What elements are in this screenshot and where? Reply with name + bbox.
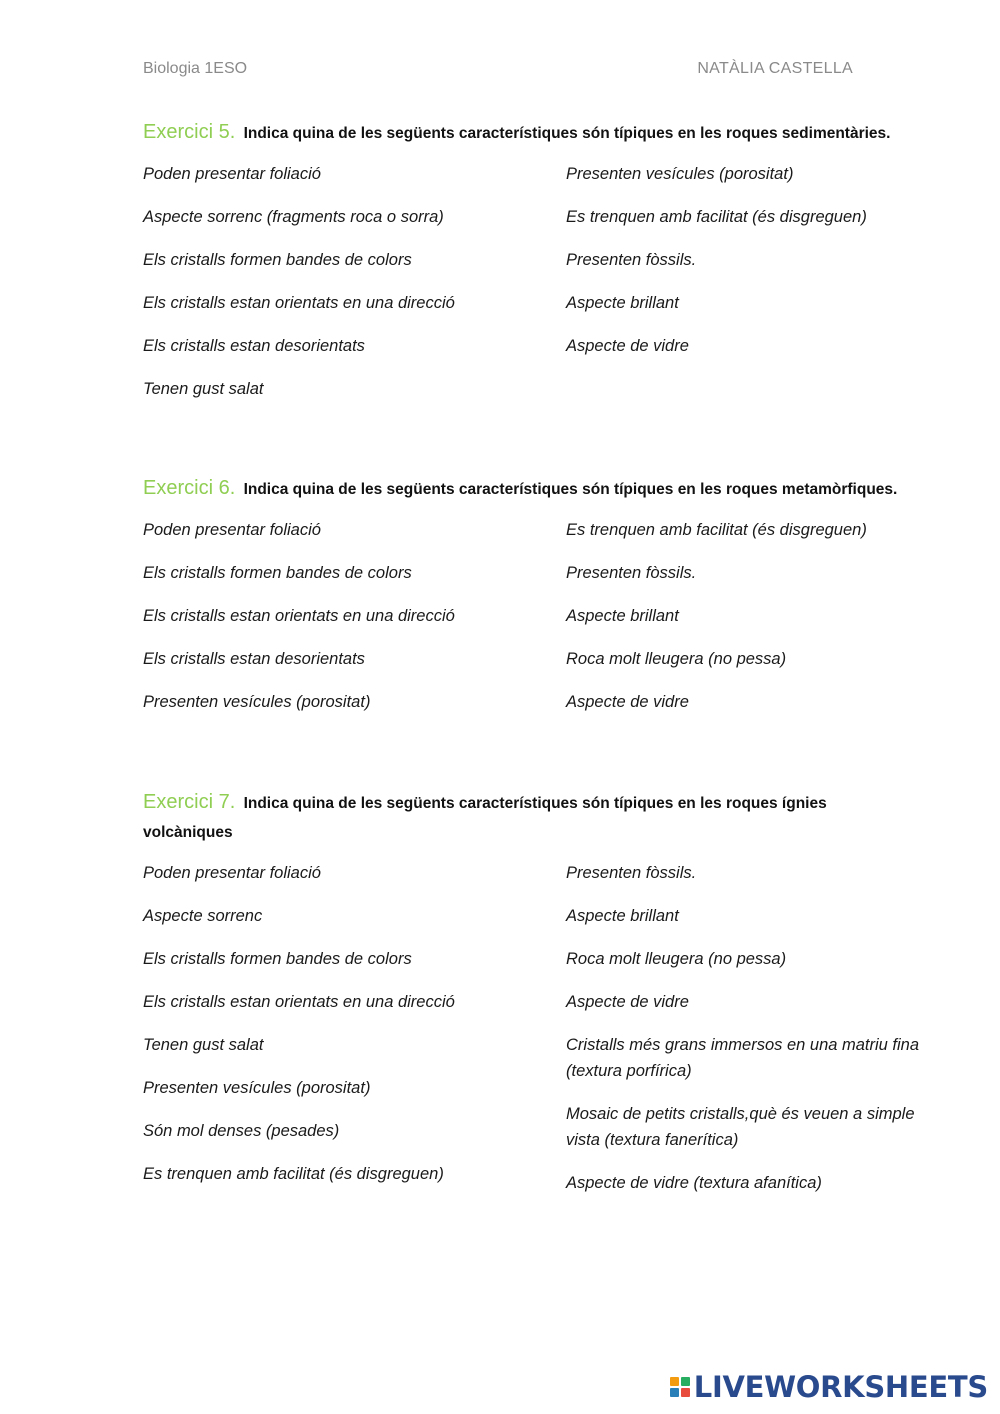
option[interactable]: Els cristalls formen bandes de colors: [143, 564, 412, 582]
option[interactable]: Presenten vesícules (porositat): [566, 165, 794, 183]
option[interactable]: Són mol denses (pesades): [143, 1122, 340, 1140]
exercise-7-title: [143, 788, 933, 847]
logo-text: LIVEWORKSHEETS: [693, 1370, 988, 1404]
option[interactable]: Cristalls més grans immersos en una matriu fina (textura porfírica): [566, 1036, 920, 1080]
option[interactable]: Aspecte brillant: [566, 294, 679, 312]
option[interactable]: Mosaic de petits cristalls,què és veuen a simple vista (textura fanerítica): [566, 1105, 915, 1149]
exercise-6-number: Exercici 6.: [143, 477, 236, 499]
exercise-5-number: Exercici 5.: [143, 121, 236, 143]
option[interactable]: Poden presentar foliació: [143, 864, 321, 882]
option[interactable]: Tenen gust salat: [143, 380, 264, 398]
exercise-6-prompt: Indica quina de les següents característiques són típiques en les roques metamòrfiques.: [243, 481, 898, 498]
liveworksheets-logo: [670, 1372, 988, 1402]
option[interactable]: Aspecte sorrenc: [143, 907, 263, 925]
option[interactable]: Els cristalls formen bandes de colors: [143, 251, 412, 269]
exercise-5: [143, 118, 933, 398]
option[interactable]: Els cristalls estan desorientats: [143, 650, 365, 668]
option[interactable]: Poden presentar foliació: [143, 521, 321, 539]
option[interactable]: Poden presentar foliació: [143, 165, 321, 183]
option[interactable]: Els cristalls estan orientats en una direcció: [143, 993, 455, 1011]
option[interactable]: Aspecte de vidre: [566, 993, 689, 1011]
option[interactable]: Presenten vesícules (porositat): [143, 693, 371, 711]
option[interactable]: Aspecte de vidre: [566, 693, 689, 711]
option[interactable]: Els cristalls estan orientats en una direcció: [143, 607, 455, 625]
option[interactable]: Els cristalls estan desorientats: [143, 337, 365, 355]
logo-blocks-icon: [670, 1377, 690, 1397]
option[interactable]: Es trenquen amb facilitat (és disgreguen): [143, 1165, 444, 1183]
option[interactable]: Presenten fòssils.: [566, 864, 697, 882]
option[interactable]: Aspecte de vidre: [566, 337, 689, 355]
option[interactable]: Presenten fòssils.: [566, 564, 697, 582]
option[interactable]: Els cristalls formen bandes de colors: [143, 950, 412, 968]
page-header: [143, 60, 853, 82]
option[interactable]: Aspecte brillant: [566, 607, 679, 625]
exercise-7: [143, 788, 933, 1192]
exercise-6-title: [143, 474, 933, 504]
option[interactable]: Presenten vesícules (porositat): [143, 1079, 371, 1097]
exercise-7-prompt: Indica quina de les següents característiques són típiques en les roques ígnies: [243, 795, 827, 812]
header-author: NATÀLIA CASTELLA: [697, 60, 853, 77]
option[interactable]: Es trenquen amb facilitat (és disgreguen): [566, 521, 867, 539]
option[interactable]: Tenen gust salat: [143, 1036, 264, 1054]
option[interactable]: Aspecte brillant: [566, 907, 679, 925]
option[interactable]: Roca molt lleugera (no pessa): [566, 650, 787, 668]
option[interactable]: Aspecte de vidre (textura afanítica): [566, 1174, 822, 1192]
exercise-5-title: [143, 118, 933, 148]
option[interactable]: Presenten fòssils.: [566, 251, 697, 269]
option[interactable]: Es trenquen amb facilitat (és disgreguen): [566, 208, 867, 226]
option[interactable]: Aspecte sorrenc (fragments roca o sorra): [143, 208, 444, 226]
exercise-7-number: Exercici 7.: [143, 791, 236, 813]
exercise-5-prompt: Indica quina de les següents característiques són típiques en les roques sedimentàries.: [243, 125, 891, 142]
exercise-7-prompt-cont: volcàniques: [143, 824, 233, 841]
option[interactable]: Els cristalls estan orientats en una direcció: [143, 294, 455, 312]
option[interactable]: Roca molt lleugera (no pessa): [566, 950, 787, 968]
header-subject: Biologia 1ESO: [143, 60, 248, 77]
exercise-6: [143, 474, 933, 711]
